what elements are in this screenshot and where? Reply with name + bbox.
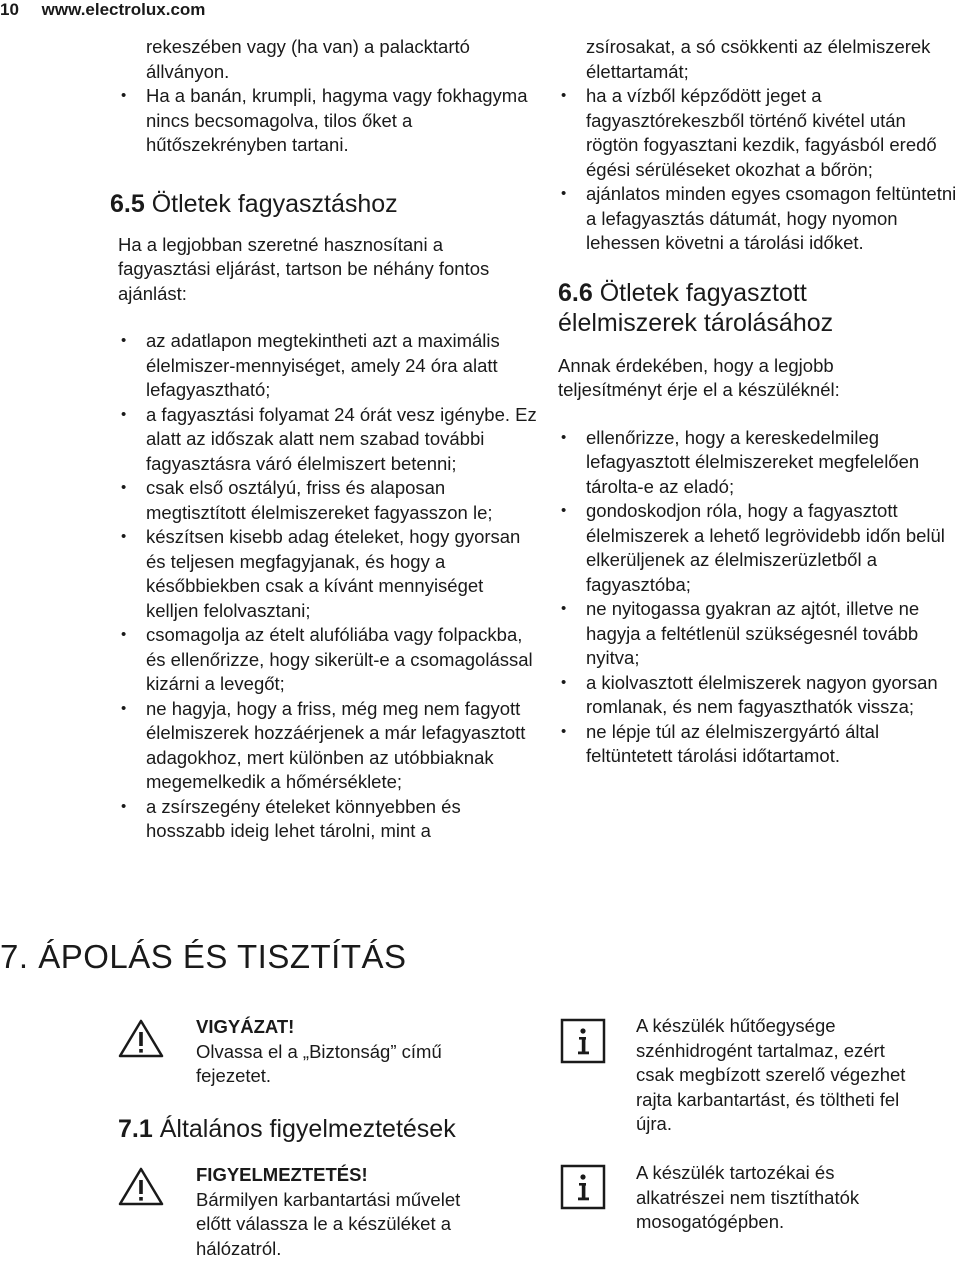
list-item: • ne nyitogassa gyakran az ajtót, illetve ne hagyja a feltétlenül szükségesnél tovább nyitva; (558, 597, 960, 671)
info-icon (560, 1018, 606, 1064)
section-6-6-intro: Annak érdekében, hogy a legjobb teljesítményt érje el a készüléknél: (558, 354, 918, 403)
section-number: 7.1 (118, 1115, 153, 1143)
page-number: 10 (0, 0, 19, 19)
list-item: • a kiolvasztott élelmiszerek nagyon gyorsan romlanak, és nem fagyaszthatók vissza; (558, 671, 960, 720)
right-continuation: zsírosakat, a só csökkenti az élelmiszerek élettartamát; (558, 35, 960, 84)
list-item: • ha a vízből képződött jeget a fagyasztórekeszből történő kivétel után rögtön fogyasztani kezdik, fagyásból eredő égési sérüléseket okozhat a bőrön; (558, 84, 960, 182)
info-icon (560, 1164, 606, 1210)
info-notice-1: A készülék hűtőegysége szénhidrogént tartalmaz, ezért csak megbízott szerelő végezhet rajta karbantartást, és töltheti fel újra. (636, 1014, 926, 1137)
intro-bullet-list (118, 84, 538, 158)
caution-notice (196, 1015, 496, 1089)
intro-continuation: rekeszében vagy (ha van) a palacktartó állványon. (118, 35, 538, 84)
section-6-6-bullets (558, 426, 960, 769)
caution-text: Olvassa el a „Biztonság” című fejezetet. (196, 1040, 456, 1089)
section-title: Ötletek fagyasztott élelmiszerek tárolásához (558, 279, 833, 337)
section-6-5-intro: Ha a legjobban szeretné hasznosítani a fagyasztási eljárást, tartson be néhány fontos ajánlást: (118, 233, 518, 307)
section-6-5-heading (110, 189, 538, 219)
caution-title: VIGYÁZAT! (196, 1015, 496, 1040)
section-number: 6.6 (558, 279, 593, 307)
section-title: Ötletek fagyasztáshoz (152, 190, 398, 218)
warning-text: Bármilyen karbantartási művelet előtt válassza le a készüléket a hálózatról. (196, 1188, 461, 1261)
list-item: • ne hagyja, hogy a friss, még meg nem fagyott élelmiszerek hozzáérjenek a már lefagyasztott adagokhoz, mert különben az utóbbiaknak megemelkedik a hőmérséklete; (118, 697, 538, 795)
section-title: Általános figyelmeztetések (160, 1115, 456, 1143)
warning-icon (118, 1166, 164, 1206)
info-notice-2: A készülék tartozékai és alkatrészei nem tisztíthatók mosogatógépben. (636, 1161, 926, 1235)
list-item: • Ha a banán, krumpli, hagyma vagy fokhagyma nincs becsomagolva, tilos őket a hűtőszekrényben tartani. (118, 84, 538, 158)
warning-notice (196, 1163, 496, 1261)
list-item: • a fagyasztási folyamat 24 órát vesz igénybe. Ez alatt az időszak alatt nem szabad további fagyasztásra váró élelmiszert betenni; (118, 403, 538, 477)
section-6-6-heading (558, 278, 938, 338)
left-column (118, 35, 538, 844)
list-item: • ne lépje túl az élelmiszergyártó által feltüntetett tárolási időtartamot. (558, 720, 960, 769)
list-item: • készítsen kisebb adag ételeket, hogy gyorsan és teljesen megfagyjanak, és hogy a későbbiekben csak a kívánt mennyiséget kelljen felolvasztani; (118, 525, 538, 623)
right-column (558, 35, 960, 769)
page-header (0, 0, 205, 20)
warning-icon (118, 1018, 164, 1058)
section-7-1-heading (118, 1114, 456, 1144)
list-item: • ajánlatos minden egyes csomagon feltüntetni a lefagyasztás dátumát, hogy nyomon lehessen követni a tárolási időket. (558, 182, 960, 256)
list-item: • csak első osztályú, friss és alaposan megtisztított élelmiszereket fagyasszon le; (118, 476, 538, 525)
site-url: www.electrolux.com (42, 0, 206, 19)
section-number: 6.5 (110, 190, 145, 218)
list-item: • csomagolja az ételt alufóliába vagy folpackba, és ellenőrizze, hogy sikerült-e a csomagolással kizárni a levegőt; (118, 623, 538, 697)
warning-title: FIGYELMEZTETÉS! (196, 1163, 496, 1188)
section-7-heading: 7. ÁPOLÁS ÉS TISZTÍTÁS (0, 938, 407, 976)
list-item: • az adatlapon megtekintheti azt a maximális élelmiszer-mennyiséget, amely 24 óra alatt lefagyasztható; (118, 329, 538, 403)
section-6-5-bullets (118, 329, 538, 844)
list-item: • a zsírszegény ételeket könnyebben és hosszabb ideig lehet tárolni, mint a (118, 795, 538, 844)
list-item: • gondoskodjon róla, hogy a fagyasztott élelmiszerek a lehető legrövidebb időn belül elkerüljenek az élelmiszerüzletből a fagyasztóba; (558, 499, 960, 597)
right-bullets-top (558, 84, 960, 256)
list-item: • ellenőrizze, hogy a kereskedelmileg lefagyasztott élelmiszereket megfelelően tárolta-e az eladó; (558, 426, 960, 500)
